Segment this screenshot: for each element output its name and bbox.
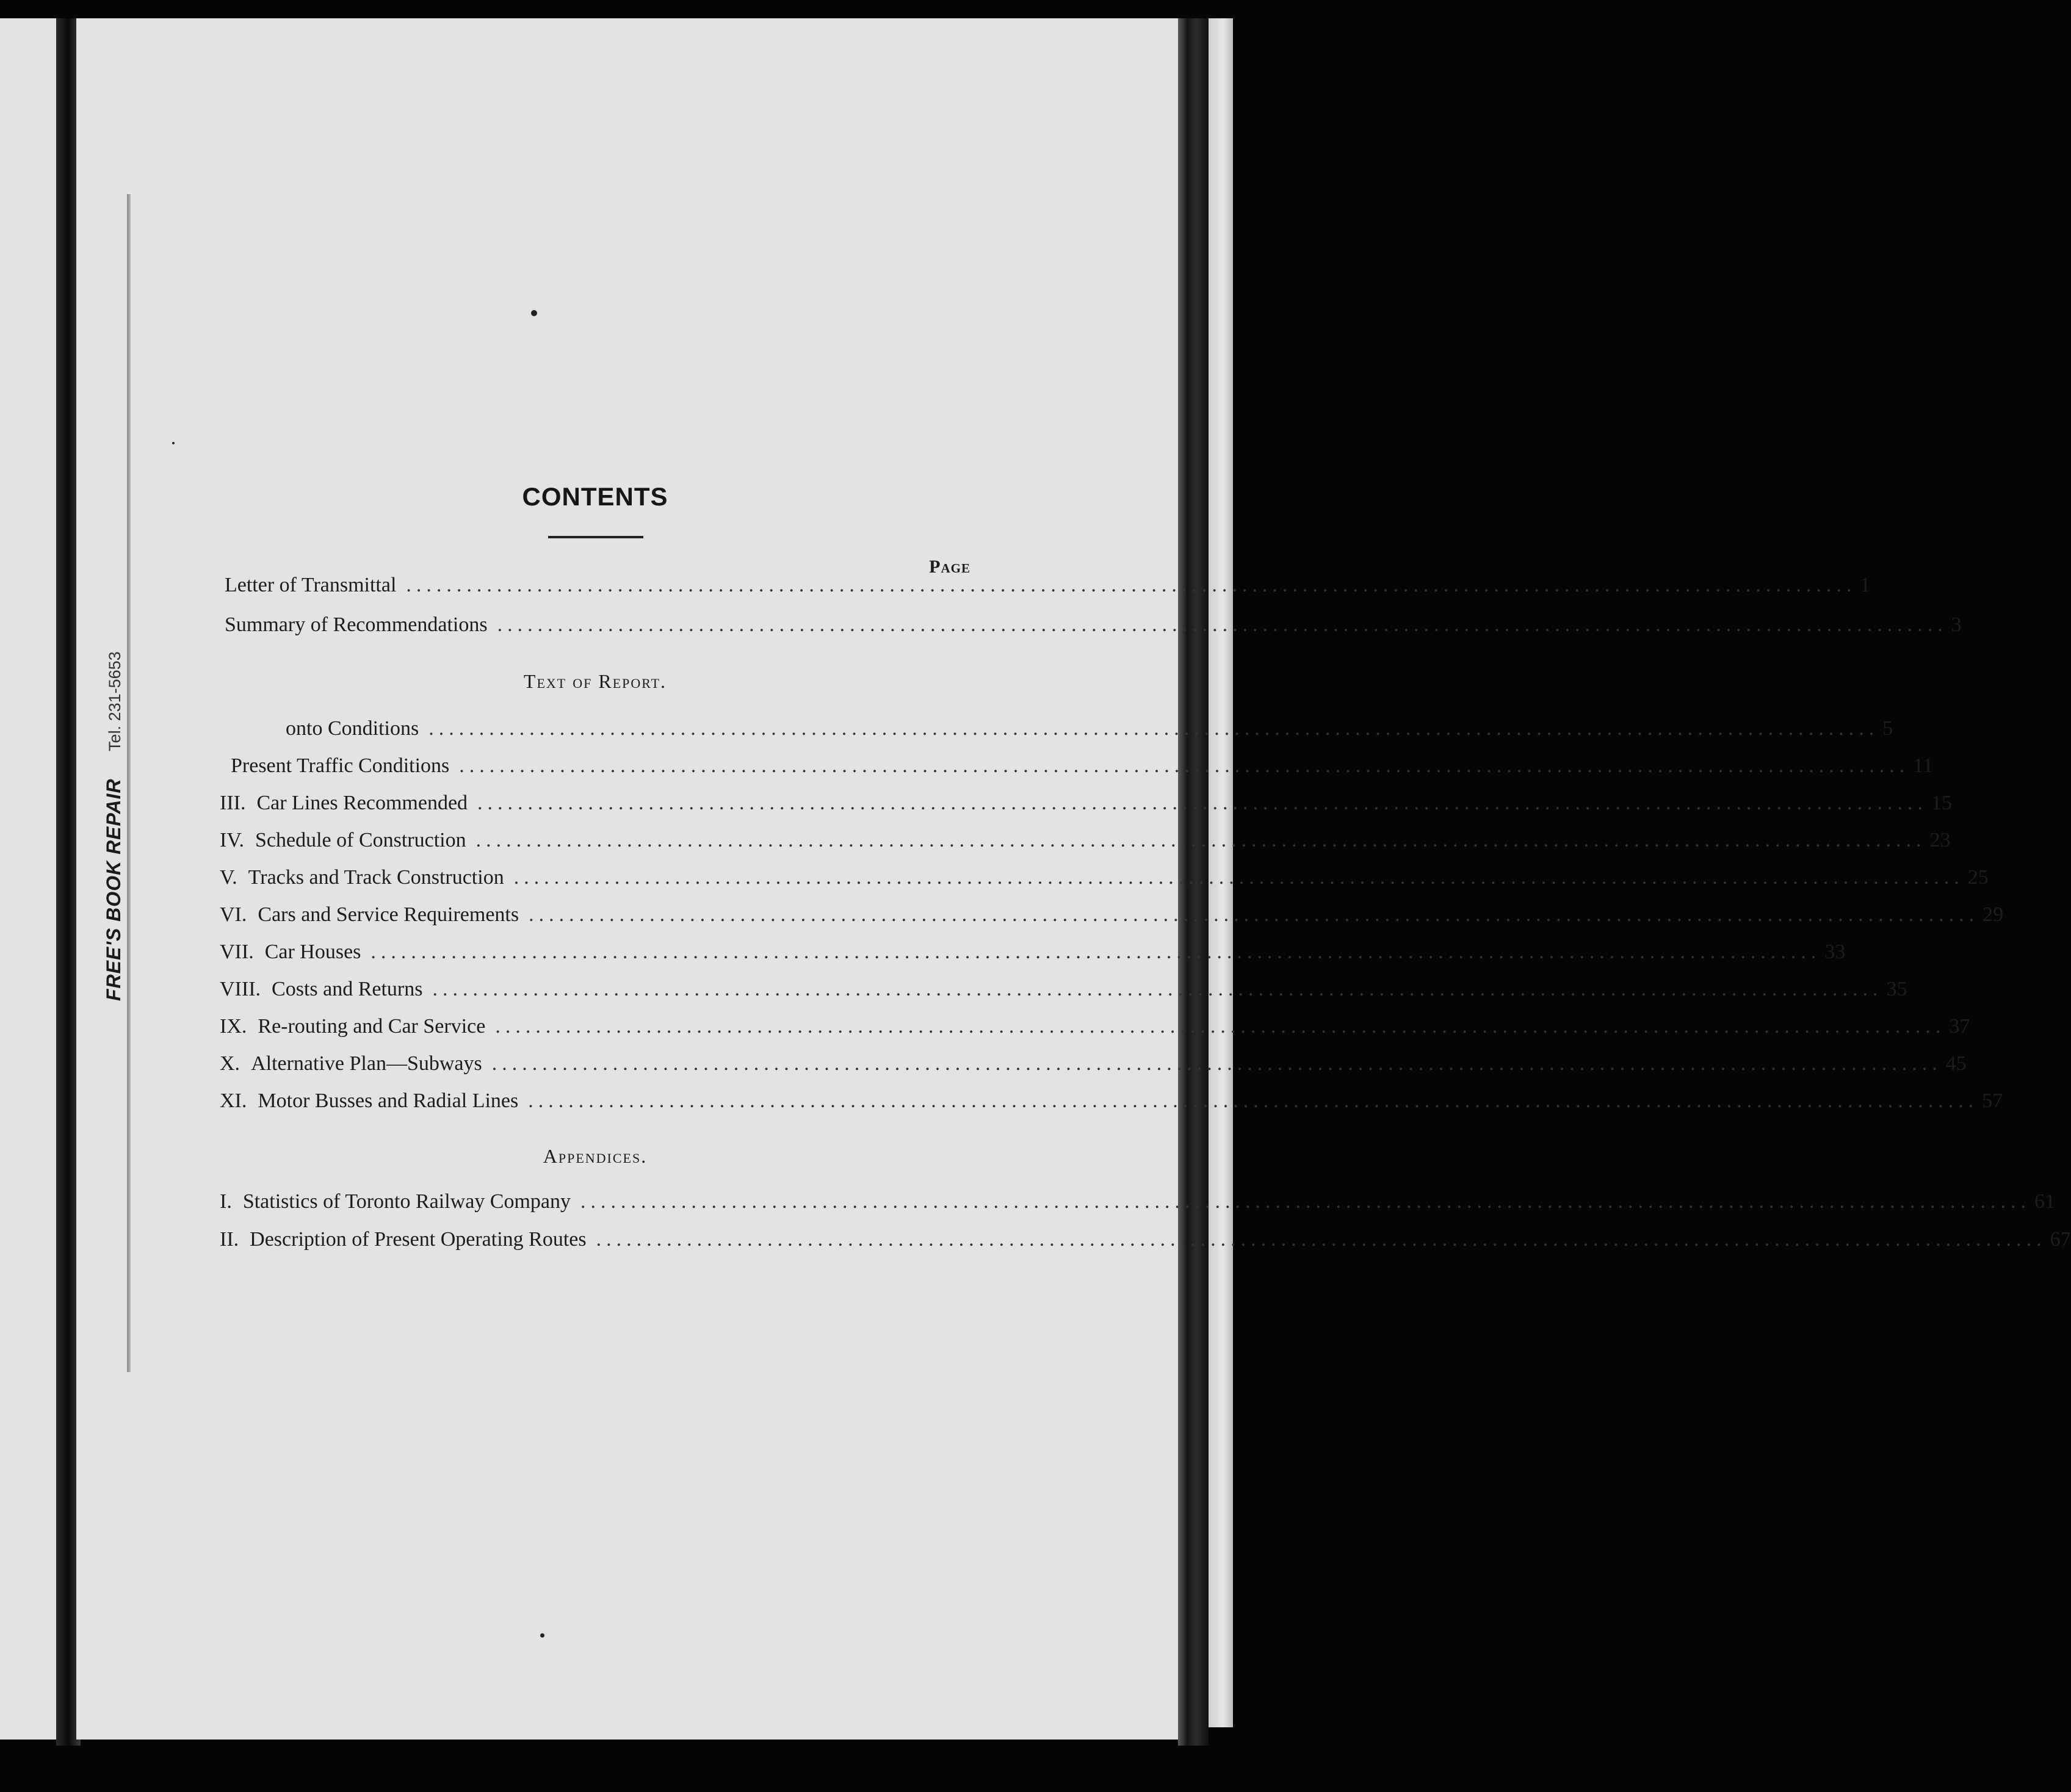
entry-page-number: 15 (1931, 792, 1953, 814)
toc-entry[interactable] (220, 829, 1951, 852)
dot-leader: ................................................................................................................................................ (406, 574, 1857, 596)
toc-entry[interactable] (220, 792, 1953, 815)
dot-leader: ................................................................................................................................................ (428, 717, 1879, 740)
entry-title: Cars and Service Requirements (258, 903, 519, 926)
toc-entry[interactable] (220, 1089, 2003, 1113)
toc-entry[interactable] (220, 866, 1989, 889)
entry-page-number: 1 (1860, 574, 1871, 596)
toc-entry[interactable] (220, 1015, 1970, 1038)
binder-telephone: Tel. 231-5653 (106, 651, 124, 751)
binder-name: FREE'S BOOK REPAIR (103, 778, 125, 1001)
dot-leader: ................................................................................................................................................ (475, 829, 1926, 851)
chapter-number: III. (220, 792, 246, 814)
entry-page-number: 37 (1949, 1015, 1970, 1038)
entry-title: Costs and Returns (272, 978, 423, 1000)
entry-page-number: 33 (1824, 941, 1846, 963)
page-edge-dark-band (1233, 998, 1251, 1584)
dot-leader: ................................................................................................................................................ (495, 1015, 1946, 1038)
ink-speck (172, 442, 175, 444)
binder-stripe (127, 194, 131, 1372)
dot-leader: ................................................................................................................................................ (513, 866, 1964, 889)
dot-leader: ................................................................................................................................................ (497, 613, 1948, 636)
toc-entry[interactable] (225, 574, 1871, 597)
chapter-number: VII. (220, 941, 254, 963)
page-column-header: Page (929, 557, 970, 577)
entry-title: Summary of Recommendations (225, 613, 488, 636)
toc-entry[interactable] (220, 1190, 2056, 1213)
toc-entry[interactable] (220, 1228, 2071, 1251)
entry-title: Present Traffic Conditions (231, 754, 450, 777)
entry-title: Motor Busses and Radial Lines (258, 1089, 519, 1112)
entry-page-number: 35 (1886, 978, 1907, 1000)
facing-page (0, 18, 61, 1740)
entry-title: Letter of Transmittal (225, 574, 397, 596)
ink-speck (540, 1633, 544, 1638)
entry-title: Description of Present Operating Routes (250, 1228, 587, 1251)
dot-leader: ................................................................................................................................................ (370, 941, 1821, 963)
chapter-number: X. (220, 1052, 240, 1075)
entry-title: Re-routing and Car Service (258, 1015, 486, 1038)
entry-page-number: 67 (2050, 1228, 2071, 1251)
entry-page-number: 23 (1929, 829, 1951, 851)
chapter-number: XI. (220, 1089, 247, 1112)
toc-entry[interactable] (220, 978, 1907, 1001)
toc-entry[interactable] (220, 754, 1934, 778)
entry-title: Statistics of Toronto Railway Company (242, 1190, 571, 1213)
appendix-number: II. (220, 1228, 239, 1251)
title-rule (548, 536, 643, 538)
page-title: CONTENTS (522, 482, 668, 511)
section-heading: Appendices. (543, 1145, 648, 1167)
dot-leader: ................................................................................................................................................ (529, 903, 1979, 926)
toc-entry[interactable] (220, 717, 1893, 740)
dot-leader: ................................................................................................................................................ (432, 978, 1883, 1000)
entry-title: Alternative Plan—Subways (251, 1052, 482, 1075)
entry-title: Car Lines Recommended (256, 792, 468, 814)
entry-title: Car Houses (264, 941, 361, 963)
entry-page-number: 57 (1982, 1089, 2003, 1112)
toc-entry[interactable] (220, 1052, 1967, 1075)
chapter-number: VIII. (220, 978, 261, 1000)
toc-entry[interactable] (220, 903, 2004, 927)
dot-leader: ................................................................................................................................................ (596, 1228, 2047, 1251)
appendix-number: I. (220, 1190, 232, 1213)
dot-leader: ................................................................................................................................................ (477, 792, 1928, 814)
toc-entry[interactable] (225, 613, 1962, 637)
dot-leader: ................................................................................................................................................ (580, 1190, 2031, 1213)
toc-entry[interactable] (220, 941, 1846, 964)
chapter-number: V. (220, 866, 237, 889)
entry-title: Tracks and Track Construction (248, 866, 504, 889)
chapter-number: IV. (220, 829, 244, 851)
ink-speck (531, 310, 537, 316)
section-heading: Text of Report. (523, 670, 667, 692)
dot-leader: ................................................................................................................................................ (528, 1089, 1979, 1112)
dot-leader: ................................................................................................................................................ (491, 1052, 1942, 1075)
entry-title: onto Conditions (286, 717, 419, 740)
dot-leader: ................................................................................................................................................ (459, 754, 1910, 777)
entry-page-number: 3 (1951, 613, 1962, 636)
entry-page-number: 11 (1913, 754, 1934, 777)
entry-page-number: 25 (1967, 866, 1989, 889)
binder-stamp (103, 651, 125, 1001)
entry-page-number: 29 (1982, 903, 2004, 926)
chapter-number: IX. (220, 1015, 247, 1038)
entry-page-number: 61 (2034, 1190, 2056, 1213)
entry-page-number: 5 (1882, 717, 1893, 740)
entry-title: Schedule of Construction (255, 829, 466, 851)
chapter-number: VI. (220, 903, 247, 926)
entry-page-number: 45 (1945, 1052, 1967, 1075)
